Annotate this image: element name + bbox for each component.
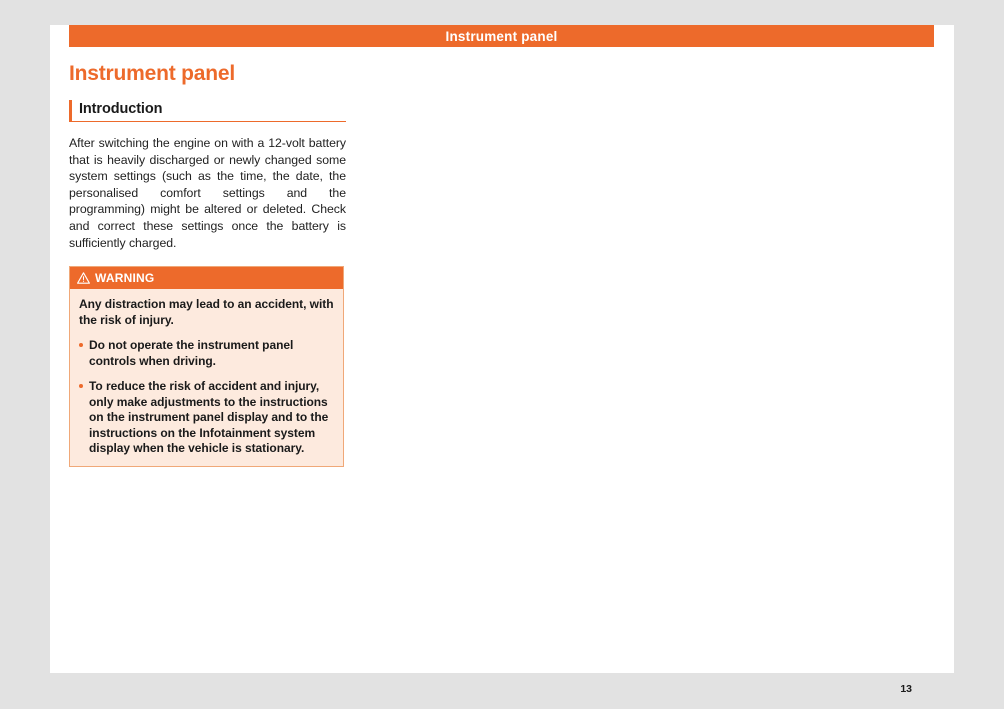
section-paragraph: After switching the engine on with a 12-volt battery that is heavily discharged or newly changed some system settings (such as the time, the date, the personalised comfort settings and the programming) might be altered or deleted. Check and correct these settings once the battery is sufficiently charged.	[69, 136, 346, 250]
content-column	[69, 100, 346, 467]
warning-label: WARNING	[95, 271, 155, 286]
running-header	[69, 25, 934, 47]
page-number: 13	[900, 683, 912, 695]
page-title: Instrument panel	[69, 62, 235, 85]
section-heading-label: Introduction	[79, 101, 163, 117]
bullet-dot-icon	[79, 343, 83, 347]
section-heading	[69, 100, 346, 122]
warning-triangle-icon	[77, 272, 90, 284]
warning-bullet-1	[79, 338, 334, 369]
warning-box	[69, 266, 344, 467]
warning-header	[70, 267, 343, 289]
running-header-label: Instrument panel	[445, 28, 558, 44]
warning-bullet-1-text: Do not operate the instrument panel controls when driving.	[89, 338, 294, 368]
warning-bullet-2-text: To reduce the risk of accident and injury, only make adjustments to the instructions on the instrument panel display and to the instructions on the Infotainment system display when the vehicle is stationary.	[89, 379, 329, 456]
warning-bullet-2	[79, 379, 334, 457]
warning-intro: Any distraction may lead to an accident, with the risk of injury.	[79, 297, 334, 327]
bullet-dot-icon	[79, 384, 83, 388]
warning-body	[70, 289, 343, 466]
